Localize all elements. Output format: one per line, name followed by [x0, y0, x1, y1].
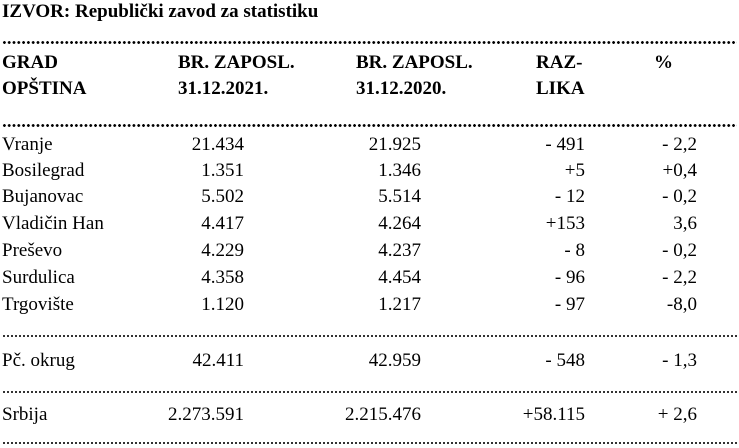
row-value-2021: 21.434 — [191, 134, 244, 155]
district-difference: - 548 — [545, 350, 585, 371]
row-difference: - 96 — [554, 267, 585, 288]
separator-district — [2, 334, 737, 338]
district-name: Pč. okrug — [2, 350, 75, 371]
row-value-2021: 4.358 — [201, 267, 244, 288]
row-name: Bujanovac — [2, 186, 84, 207]
table-row — [0, 158, 739, 184]
serbia-percent: + 2,6 — [657, 404, 697, 425]
header-razlika-line2: LIKA — [536, 78, 585, 99]
row-value-2020: 4.264 — [378, 213, 421, 234]
row-value-2020: 5.514 — [378, 186, 421, 207]
row-name: Trgovište — [2, 294, 74, 315]
separator-serbia — [2, 390, 737, 394]
row-value-2021: 4.417 — [201, 213, 244, 234]
table-row — [0, 238, 739, 264]
row-percent: -8,0 — [666, 294, 697, 315]
row-percent: - 0,2 — [662, 186, 697, 207]
row-name: Surdulica — [2, 267, 75, 288]
header-grad-opstina — [2, 50, 86, 102]
separator-header — [2, 123, 737, 128]
district-total-row — [0, 348, 739, 374]
header-percent-line1: % — [654, 52, 673, 73]
row-value-2020: 4.237 — [378, 240, 421, 261]
separator-bottom — [2, 441, 737, 445]
row-percent: - 2,2 — [662, 134, 697, 155]
header-zaposl-2021 — [178, 50, 295, 102]
row-difference: - 491 — [545, 134, 585, 155]
header-razlika-line1: RAZ- — [536, 52, 583, 73]
district-percent: - 1,3 — [662, 350, 697, 371]
separator-top — [2, 40, 737, 45]
table-row — [0, 292, 739, 318]
header-zaposl-2021-line2: 31.12.2021. — [178, 78, 269, 99]
serbia-name: Srbija — [2, 404, 48, 425]
row-name: Vladičin Han — [2, 213, 104, 234]
row-value-2020: 21.925 — [368, 134, 421, 155]
row-percent: - 0,2 — [662, 240, 697, 261]
row-percent: 3,6 — [673, 213, 697, 234]
row-percent: - 2,2 — [662, 267, 697, 288]
header-zaposl-2020-line1: BR. ZAPOSL. — [356, 52, 473, 73]
header-zaposl-2020 — [356, 50, 473, 102]
row-value-2021: 1.120 — [201, 294, 244, 315]
header-grad: GRAD — [2, 52, 58, 73]
row-name: Bosilegrad — [2, 160, 85, 181]
row-value-2020: 4.454 — [378, 267, 421, 288]
row-difference: - 97 — [554, 294, 585, 315]
table-row — [0, 265, 739, 291]
table-row — [0, 132, 739, 158]
district-value-2020: 42.959 — [368, 350, 421, 371]
row-percent: +0,4 — [662, 160, 697, 181]
row-value-2021: 4.229 — [201, 240, 244, 261]
row-name: Vranje — [2, 134, 53, 155]
table-row — [0, 184, 739, 210]
source-title: IZVOR: Republički zavod za statistiku — [2, 1, 319, 22]
table-row — [0, 211, 739, 237]
header-opstina: OPŠTINA — [2, 78, 87, 99]
row-difference: - 12 — [554, 186, 585, 207]
serbia-value-2020: 2.215.476 — [345, 404, 421, 425]
row-name: Preševo — [2, 240, 63, 261]
row-value-2021: 1.351 — [201, 160, 244, 181]
header-zaposl-2021-line1: BR. ZAPOSL. — [178, 52, 295, 73]
serbia-total-row — [0, 402, 739, 428]
row-difference: +153 — [545, 213, 585, 234]
serbia-difference: +58.115 — [522, 404, 585, 425]
row-difference: - 8 — [564, 240, 585, 261]
row-value-2021: 5.502 — [201, 186, 244, 207]
header-zaposl-2020-line2: 31.12.2020. — [356, 78, 447, 99]
header-razlika — [536, 50, 585, 102]
header-percent — [654, 50, 673, 76]
district-value-2021: 42.411 — [192, 350, 244, 371]
row-difference: +5 — [564, 160, 585, 181]
row-value-2020: 1.346 — [378, 160, 421, 181]
serbia-value-2021: 2.273.591 — [168, 404, 244, 425]
row-value-2020: 1.217 — [378, 294, 421, 315]
